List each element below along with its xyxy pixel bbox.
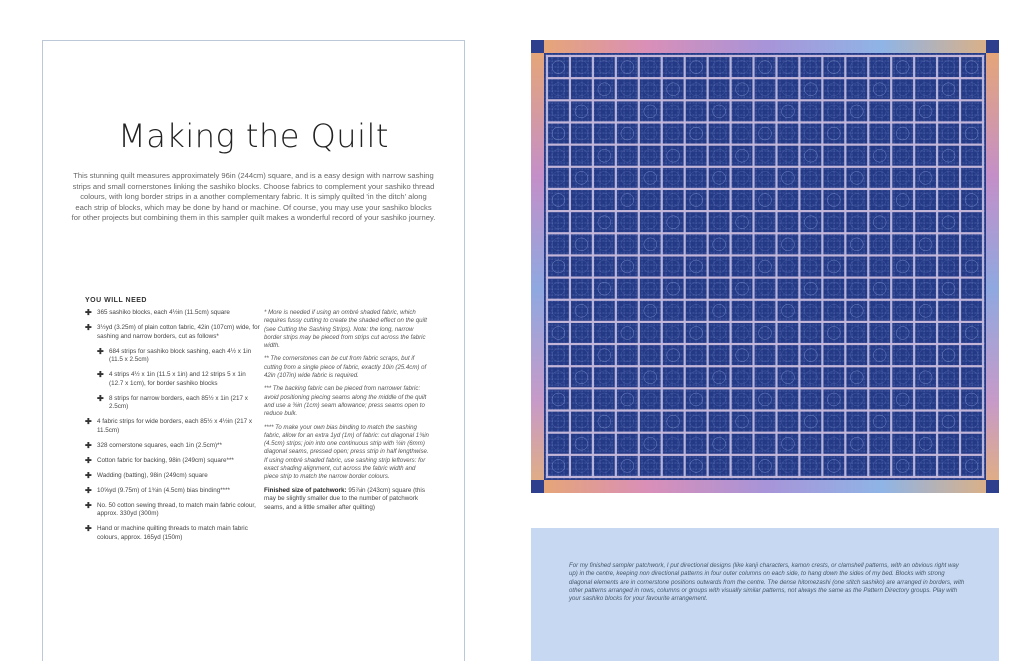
- sashing-strip: [546, 99, 984, 101]
- sashing-strip: [661, 55, 663, 478]
- materials-list: [85, 309, 260, 549]
- intro-paragraph: This stunning quilt measures approximately 96in (244cm) square, and is a easy design with narrow sashing strips and small cornerstones linking the sashiko blocks. Choose fabrics to complement your sashiko thread colours, with long border strips in a another complementary fabric. It is simply quilted 'in the ditch' along each strip of blocks, which may be done by hand or machine. Of course, you may use your sashiko blocks for other projects but combining them in this sampler quilt makes a wonderful record of your sashiko journey.: [71, 171, 436, 223]
- sashing-strip: [546, 365, 984, 367]
- sashing-strip: [959, 55, 961, 478]
- sashing-strip: [546, 321, 984, 323]
- corner-block: [531, 40, 544, 53]
- corner-block: [531, 480, 544, 493]
- list-item: ✚ 8 strips for narrow borders, each 85½ x 1in (217 x 2.5cm): [97, 393, 248, 411]
- finished-size-label: Finished size of patchwork:: [264, 486, 347, 494]
- plus-bullet-icon: ✚: [97, 346, 104, 356]
- sashing-strip: [546, 476, 984, 478]
- sashing-strip: [546, 166, 984, 168]
- list-item: ✚ 328 cornerstone squares, each 1in (2.5cm)**: [85, 440, 222, 450]
- sashing-strip: [982, 55, 984, 478]
- footnote: **** To make your own bias binding to match the sashing fabric, allow for an extra 1yd (1m) of fabric: cut diagonal 1¾in (4.5cm) strips; join into one continuous strip with ¼in (6mm) diagonal seams, pressed open; press strip in half lengthwise. If using ombré shaded fabric, use sashing strip leftovers: for exact shading alignment, cut across the fabric width and piece strip to match the narrow border colours.: [264, 423, 429, 481]
- plus-bullet-icon: ✚: [97, 393, 104, 403]
- quilt-stitching: [531, 40, 999, 493]
- plus-bullet-icon: ✚: [85, 417, 92, 427]
- caption-box: [531, 528, 999, 661]
- list-item: ✚ 3½yd (3.25m) of plain cotton fabric, 42in (107cm) wide, for sashing and narrow borders, cut as follows*: [85, 322, 260, 340]
- plus-bullet-icon: ✚: [85, 500, 92, 510]
- finished-size-text: 95⅞in (243cm) square (this may be slightly smaller due to the number of patchwork seams, and a little smaller after quilting): [264, 486, 425, 511]
- footnote: * More is needed if using an ombré shaded fabric, which requires fussy cutting to create the shaded effect on the quilt (see Cutting the Sashing Strips). Note: the long, narrow border strips may be pieced from strips cut across the fabric width.: [264, 309, 427, 350]
- sashing-strip: [546, 409, 984, 411]
- list-item: ✚ 10⅝yd (9.75m) of 1¾in (4.5cm) bias binding****: [85, 485, 231, 495]
- sashing-strip: [592, 55, 594, 478]
- sashing-strip: [684, 55, 686, 478]
- sashing-strip: [546, 55, 548, 478]
- sashing-strip: [546, 432, 984, 434]
- left-page: [42, 40, 465, 661]
- footnote: *** The backing fabric can be pieced from narrower fabric: avoid positioning piecing seams along the middle of the quilt and use a ⅜in (1cm) seam allowance; press seams open to reduce bulk.: [264, 385, 427, 418]
- sashing-strip: [729, 55, 731, 478]
- page-title: Making the Quilt: [118, 117, 389, 155]
- footnote: ** The cornerstones can be cut from fabric scraps, but if cutting from a single piece of fabric, exactly 10in (25.4cm) of 42in (107in) wide fabric is required.: [264, 355, 427, 380]
- sashing-strip: [546, 188, 984, 190]
- plus-bullet-icon: ✚: [85, 440, 92, 450]
- sashing-strip: [546, 232, 984, 234]
- list-item: ✚ Cotton fabric for backing, 98in (249cm) square***: [85, 455, 234, 465]
- sashing-strip: [936, 55, 938, 478]
- sashing-strip: [913, 55, 915, 478]
- sashing-strip: [546, 77, 984, 79]
- footnotes: [264, 309, 429, 512]
- sashing-strip: [615, 55, 617, 478]
- sashing-strip: [775, 55, 777, 478]
- sashing-strip: [707, 55, 709, 478]
- sashing-strip: [546, 387, 984, 389]
- you-will-need-heading: YOU WILL NEED: [85, 297, 147, 304]
- finished-size: [264, 487, 429, 513]
- list-item: ✚ 684 strips for sashiko block sashing, each 4½ x 1in (11.5 x 2.5cm): [97, 346, 252, 364]
- list-item: ✚ 4 fabric strips for wide borders, each 85½ x 4½in (217 x 11.5cm): [85, 417, 253, 434]
- sashing-strip: [546, 210, 984, 212]
- sashing-strip: [890, 55, 892, 478]
- sashing-strip: [546, 144, 984, 146]
- border-top: [531, 40, 999, 53]
- sashing-strip: [546, 254, 984, 256]
- sashing-strip: [821, 55, 823, 478]
- plus-bullet-icon: ✚: [85, 322, 92, 332]
- sashing-strip: [752, 55, 754, 478]
- sashing-strip: [546, 299, 984, 301]
- sashing-strip: [638, 55, 640, 478]
- border-bottom: [531, 480, 999, 493]
- corner-block: [986, 480, 999, 493]
- quilt-photo: [531, 40, 999, 493]
- plus-bullet-icon: ✚: [85, 470, 92, 480]
- plus-bullet-icon: ✚: [85, 308, 92, 317]
- list-item: ✚ No. 50 cotton sewing thread, to match main fabric colour, approx. 330yd (300m): [85, 500, 256, 518]
- sashing-strip: [867, 55, 869, 478]
- sashing-strip: [546, 343, 984, 345]
- plus-bullet-icon: ✚: [85, 455, 92, 465]
- sashing-strip: [546, 55, 984, 57]
- list-item: ✚ 365 sashiko blocks, each 4½in (11.5cm) square: [85, 308, 230, 317]
- sashing-strip: [546, 454, 984, 456]
- sashing-strip: [546, 276, 984, 278]
- list-item: ✚ Wadding (batting), 98in (249cm) square: [85, 470, 208, 480]
- plus-bullet-icon: ✚: [97, 370, 104, 380]
- list-item: ✚ 4 strips 4½ x 1in (11.5 x 1in) and 12 strips 5 x 1in (12.7 x 1cm), for border sashiko blocks: [97, 370, 246, 387]
- sashing-strip: [798, 55, 800, 478]
- plus-bullet-icon: ✚: [85, 485, 92, 495]
- sashing-strip: [546, 121, 984, 123]
- sashing-strip: [569, 55, 571, 478]
- list-item: ✚ Hand or machine quilting threads to match main fabric colours, approx. 165yd (150m): [85, 524, 248, 541]
- sashing-strip: [844, 55, 846, 478]
- corner-block: [986, 40, 999, 53]
- border-left: [531, 40, 544, 493]
- caption-text: For my finished sampler patchwork, I put directional designs (like kanji characters, kamon crests, or clamshell patterns, with an obvious right way up) in the centre, keeping non directional patterns in four outer columns on each side, to hang down the sides of my bed. Blocks with strong diagonal elements are in cornerstone positions outwards from the centre. The dense hitomezashi (one stitch sashiko) are arranged in borders, with other patterns arranged in rows, columns or groups with visually similar patterns, not always the same as the Pattern Directory groups. Play with your sashiko blocks for your favourite arrangement.: [569, 562, 965, 603]
- plus-bullet-icon: ✚: [85, 524, 92, 534]
- border-right: [986, 40, 999, 493]
